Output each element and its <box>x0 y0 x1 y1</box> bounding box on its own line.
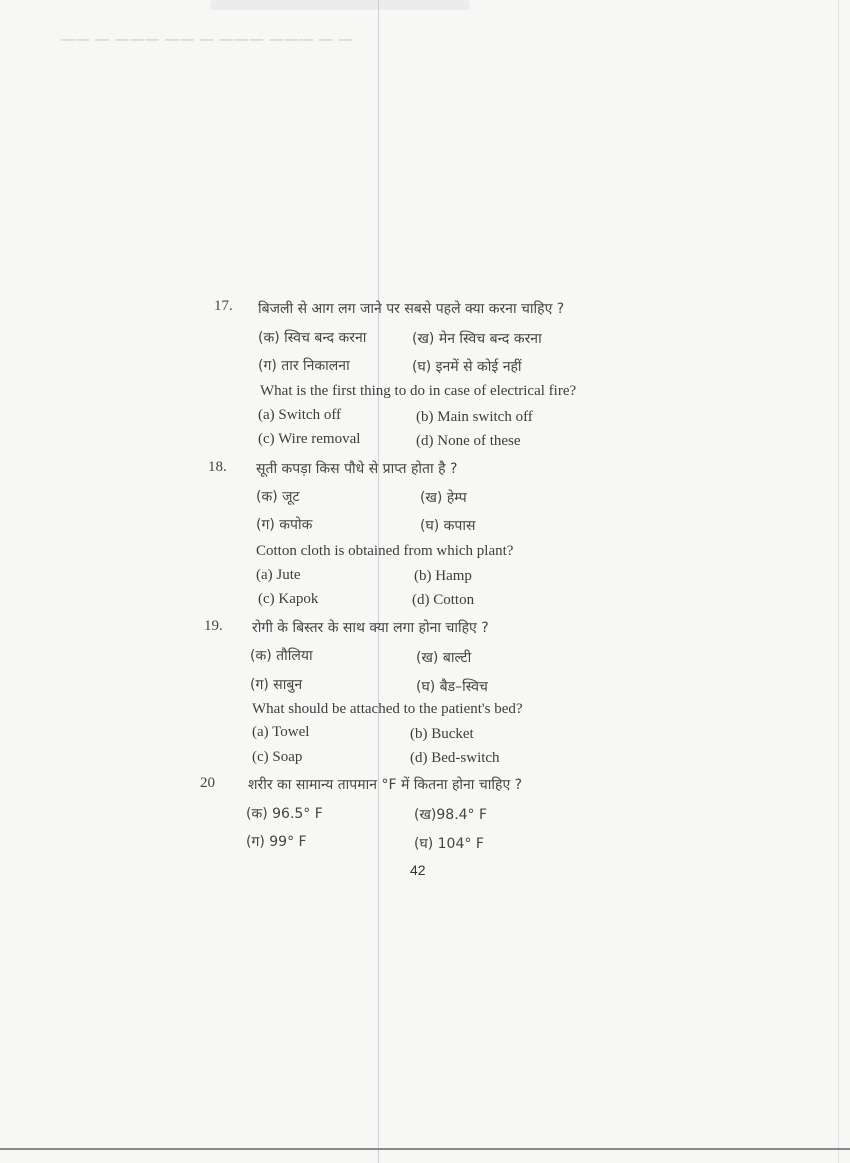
question-number: 18. <box>208 459 227 475</box>
hindi-option-b: (ख)98.4° F <box>414 807 488 823</box>
english-option-c: (c) Soap <box>252 749 303 765</box>
hindi-option-a: (क) स्विच बन्द करना <box>258 330 367 346</box>
hindi-option-d: (घ) इनमें से कोई नहीं <box>412 359 522 375</box>
english-question: Cotton cloth is obtained from which plant? <box>256 543 514 559</box>
faint-scan-artifact <box>210 0 470 10</box>
hindi-option-b: (ख) हेम्प <box>420 490 467 506</box>
hindi-option-b: (ख) बाल्टी <box>416 650 472 666</box>
english-option-c: (c) Kapok <box>258 591 319 607</box>
english-option-a: (a) Jute <box>256 567 301 583</box>
hindi-option-a: (क) तौलिया <box>250 648 313 664</box>
english-option-b: (b) Bucket <box>410 726 474 742</box>
page-number: 42 <box>410 862 426 878</box>
hindi-question: रोगी के बिस्तर के साथ क्या लगा होना चाहिए ? <box>252 620 489 636</box>
hindi-option-c: (ग) साबुन <box>250 677 303 693</box>
hindi-option-d: (घ) बैड–स्विच <box>416 679 488 695</box>
english-option-b: (b) Main switch off <box>416 409 533 425</box>
hindi-question: बिजली से आग लग जाने पर सबसे पहले क्या करना चाहिए ? <box>258 301 565 317</box>
hindi-option-d: (घ) कपास <box>420 518 476 534</box>
english-question: What should be attached to the patient's bed? <box>252 701 523 717</box>
english-option-b: (b) Hamp <box>414 568 472 584</box>
faint-header-text: —— — ——— —— — ——— ——— — — <box>60 30 354 46</box>
question-number: 19. <box>204 618 223 634</box>
question-number: 20 <box>200 775 215 791</box>
hindi-option-d: (घ) 104° F <box>414 836 484 852</box>
english-option-c: (c) Wire removal <box>258 431 361 447</box>
hindi-option-c: (ग) तार निकालना <box>258 358 350 374</box>
question-number: 17. <box>214 298 233 314</box>
hindi-option-a: (क) 96.5° F <box>246 806 323 822</box>
english-option-a: (a) Towel <box>252 724 310 740</box>
english-question: What is the first thing to do in case of electrical fire? <box>260 383 577 399</box>
hindi-option-c: (ग) 99° F <box>246 834 307 850</box>
english-option-d: (d) Bed-switch <box>410 750 500 766</box>
page-edge-right <box>838 0 839 1163</box>
page-fold-line <box>378 0 379 1163</box>
hindi-option-b: (ख) मेन स्विच बन्द करना <box>412 331 542 347</box>
page-edge-bottom <box>0 1148 850 1150</box>
english-option-a: (a) Switch off <box>258 407 342 423</box>
english-option-d: (d) None of these <box>416 433 521 449</box>
hindi-option-a: (क) जूट <box>256 489 300 505</box>
hindi-question: शरीर का सामान्य तापमान °F में कितना होना चाहिए ? <box>248 777 523 793</box>
english-option-d: (d) Cotton <box>412 592 475 608</box>
hindi-option-c: (ग) कपोक <box>256 517 313 533</box>
hindi-question: सूती कपड़ा किस पौधे से प्राप्त होता है ? <box>256 461 458 477</box>
